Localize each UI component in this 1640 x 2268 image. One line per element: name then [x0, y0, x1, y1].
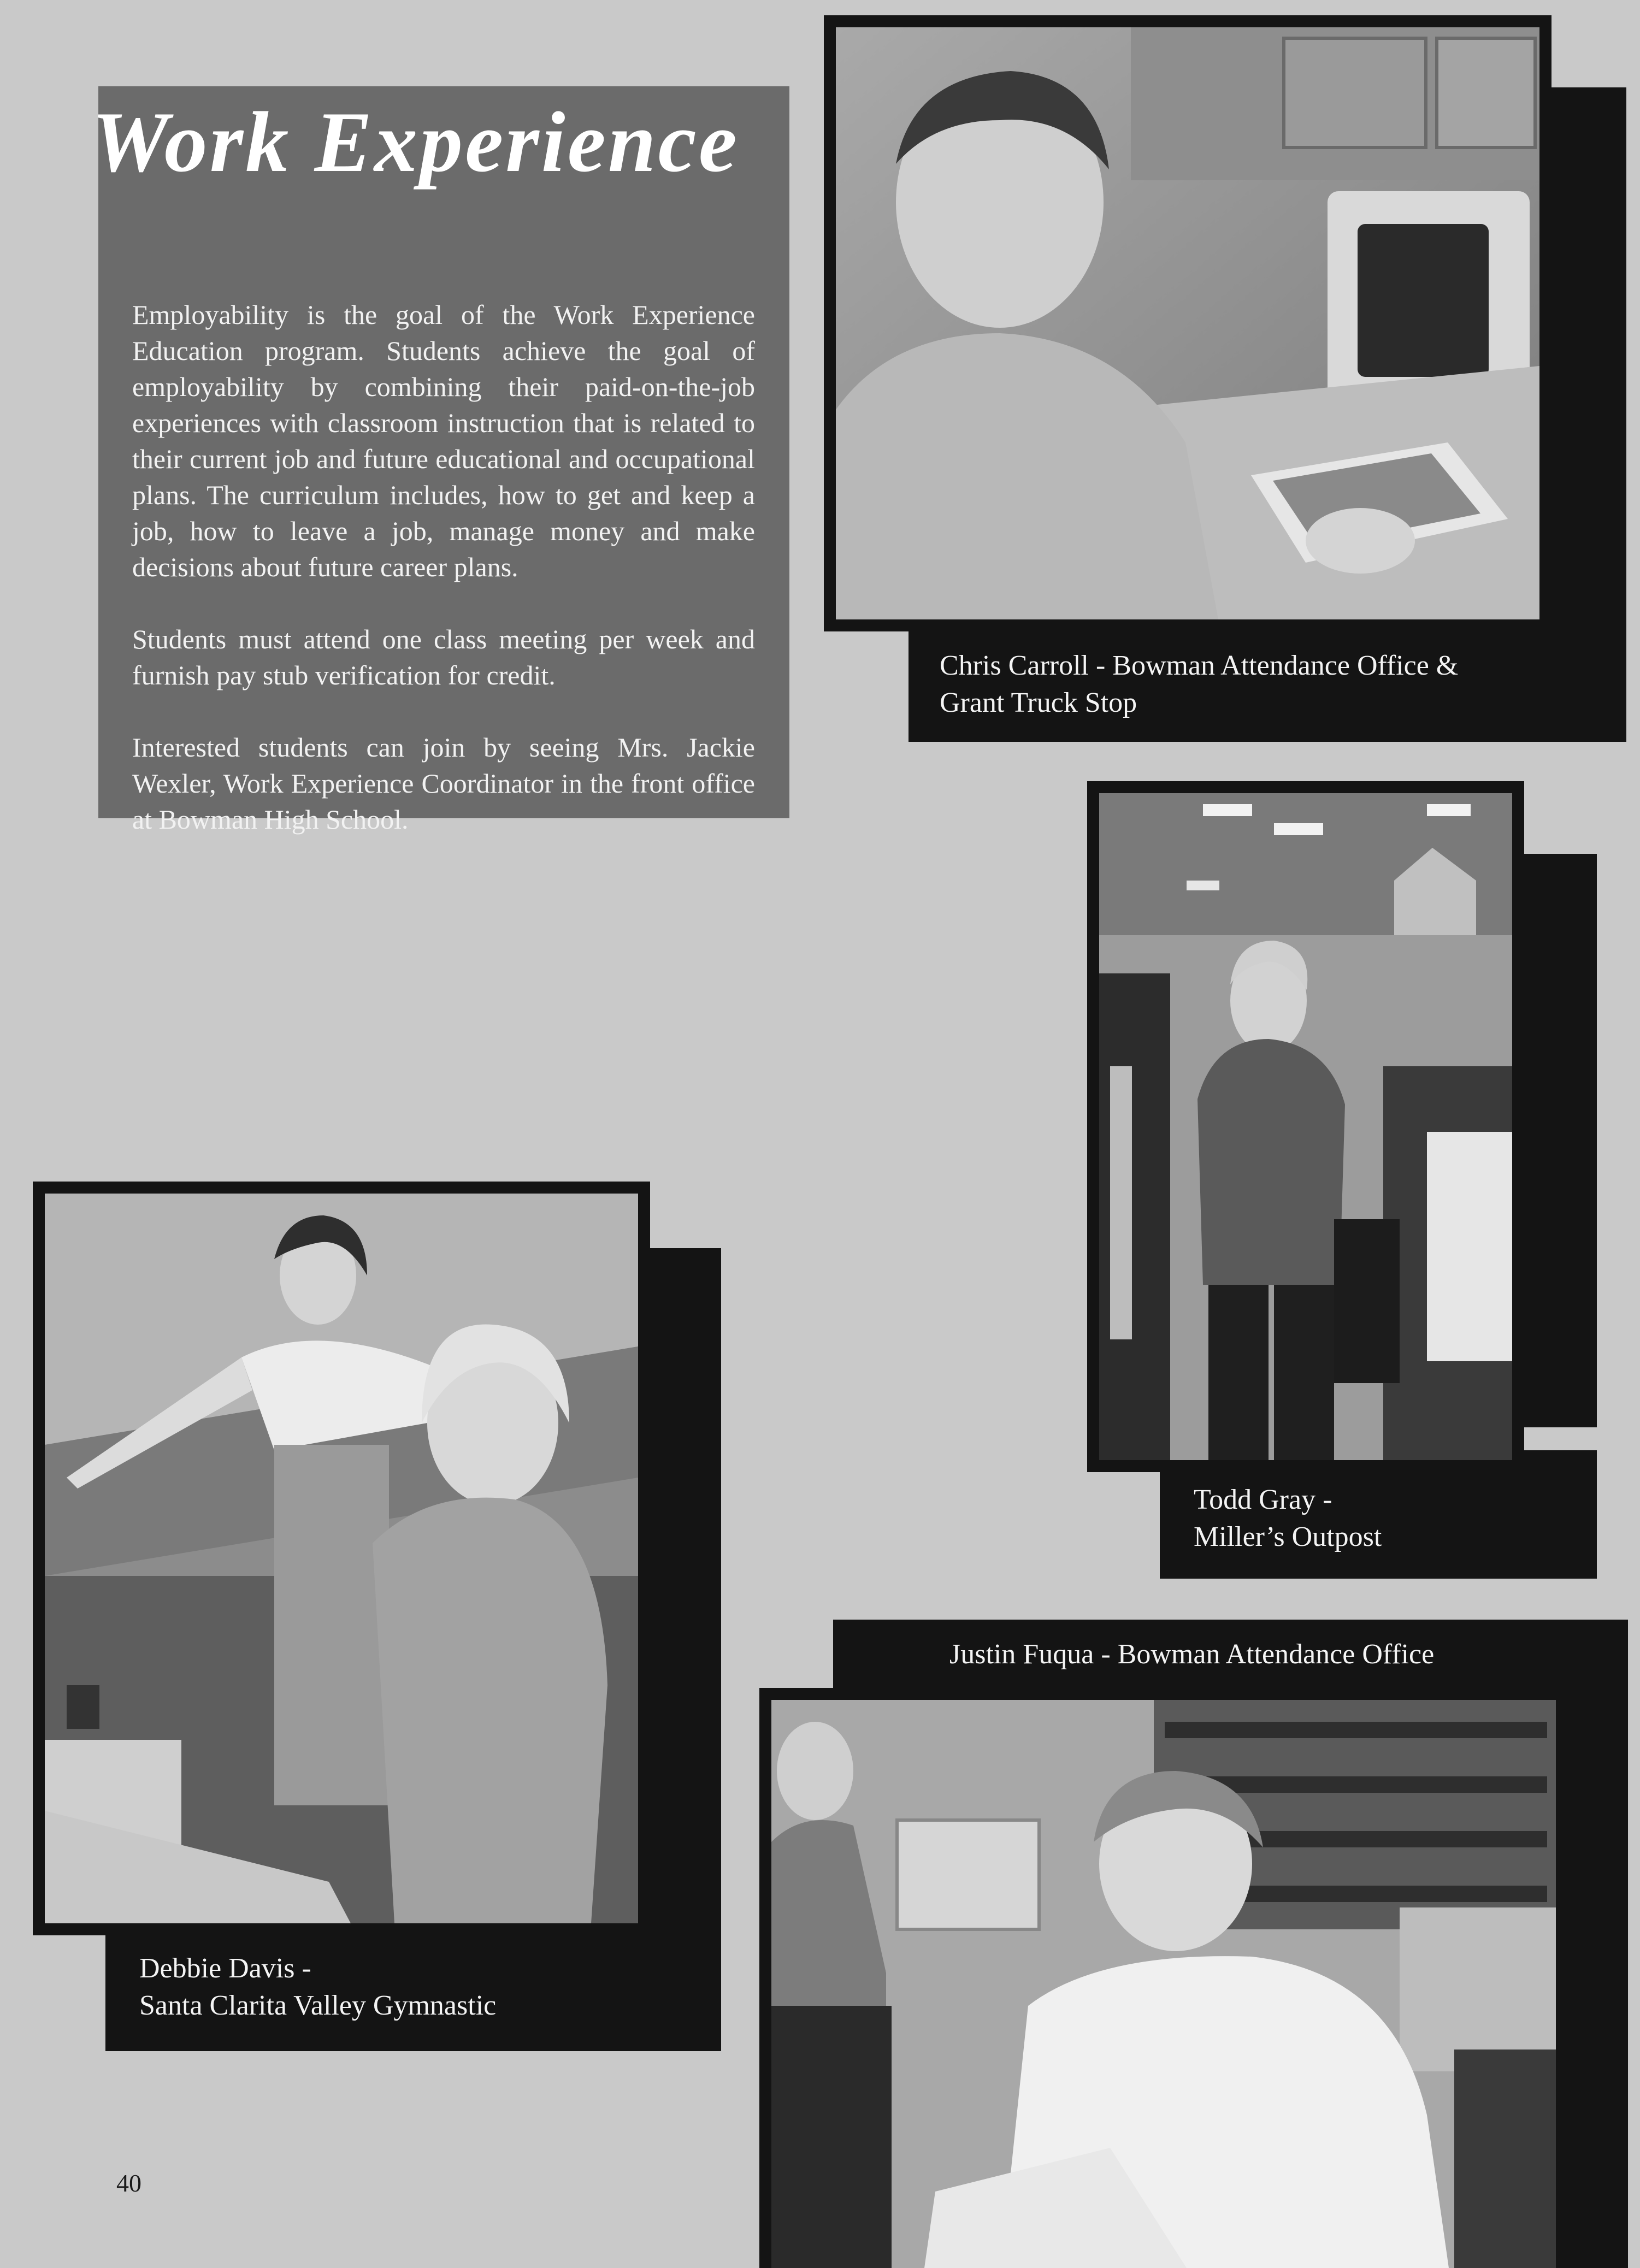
todd-caption-line-2: Miller’s Outpost [1194, 1521, 1382, 1552]
todd-photo [1087, 781, 1524, 1472]
debbie-caption-line-1: Debbie Davis - [139, 1953, 311, 1984]
debbie-caption [139, 1950, 496, 2024]
todd-photo-shadow [1521, 854, 1597, 1427]
debbie-photo [33, 1182, 650, 1935]
todd-caption [1194, 1481, 1382, 1556]
todd-photo-image [1099, 793, 1512, 1460]
debbie-caption-line-2: Santa Clarita Valley Gymnastic [139, 1990, 497, 2021]
justin-caption [949, 1636, 1434, 1673]
justin-photo-image [771, 1700, 1556, 2268]
intro-text [132, 297, 755, 873]
chris-photo [824, 15, 1551, 631]
page-title: Work Experience [92, 94, 739, 190]
debbie-photo-image [45, 1194, 638, 1923]
chris-caption [940, 647, 1458, 722]
chris-caption-line-2: Grant Truck Stop [940, 687, 1137, 718]
intro-paragraph-1: Employability is the goal of the Work Experience Education program. Students achieve the goal of employability by combining their paid-on-the-job experiences with classroom instruction that is related to their current job and future educational and occupational plans. The curriculum includes, how to get and keep a job, how to leave a job, manage money and make decisions about future career plans. [132, 299, 755, 582]
justin-caption-line-1: Justin Fuqua - Bowman Attendance Office [949, 1639, 1435, 1670]
intro-paragraph-3: Interested students can join by seeing Mrs. Jackie Wexler, Work Experience Coordinator in the front office at Bowman High School. [132, 732, 755, 835]
justin-photo-shadow [1562, 1688, 1628, 2268]
chris-photo-image [836, 27, 1539, 619]
intro-box [92, 86, 789, 835]
intro-paragraph-2: Students must attend one class meeting per week and furnish pay stub verification for credit. [132, 624, 755, 690]
justin-photo [759, 1688, 1568, 2268]
chris-caption-line-1: Chris Carroll - Bowman Attendance Office & [940, 650, 1459, 681]
debbie-photo-shadow [647, 1248, 721, 1926]
page-number: 40 [116, 2169, 141, 2197]
todd-caption-line-1: Todd Gray - [1194, 1484, 1332, 1515]
chris-photo-shadow [1549, 87, 1626, 721]
